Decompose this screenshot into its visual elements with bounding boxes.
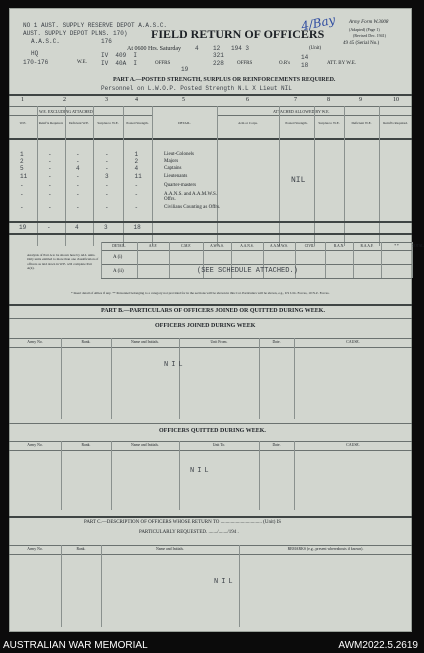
cell-value: - [76, 151, 80, 158]
cell-value: - [105, 165, 109, 172]
cell-value: 5 [20, 165, 24, 172]
we-label: W.E. [77, 60, 87, 65]
ors-values: 321 228 [213, 52, 224, 67]
column-header: Reinf'ts Required. [383, 121, 408, 125]
table-column-header: Rank. [81, 340, 91, 344]
column-number: 3 [105, 97, 108, 103]
column-number: 10 [393, 97, 399, 103]
part-c-heading: PART C.—DESCRIPTION OF OFFICERS WHOSE RETURN TO ................................. (Unit) IS [84, 520, 282, 525]
column-number: 4 [135, 97, 138, 103]
offrs-label-2: OFFRS [237, 61, 253, 66]
analysis-header: A.A.M.W.S. [270, 244, 288, 248]
unit-label: (Unit) [309, 46, 322, 51]
table-column-header: Army No. [27, 547, 43, 551]
cell-value: - [20, 191, 24, 198]
detail-label: Lieutenants [164, 174, 188, 179]
rule [239, 545, 240, 627]
analysis-header: A.I.F. [148, 244, 158, 248]
column-number: 6 [246, 97, 249, 103]
date-day: 4 [195, 45, 199, 52]
table-column-header: Date. [272, 443, 281, 447]
column-rule [152, 106, 153, 246]
cell-value: - [48, 204, 52, 211]
cell-value: - [105, 204, 109, 211]
total-value: - [47, 224, 51, 231]
hq-number: 170-176 [23, 59, 49, 66]
cell-value: 2 [134, 158, 139, 165]
part-a-heading: PART A.—POSTED STRENGTH, SURPLUS OR REINFORCEMENTS REQUIRED. [113, 77, 336, 83]
table-column-header: CAUSE. [346, 443, 360, 447]
table-column-header: Name and Initials. [131, 443, 159, 447]
analysis-row-label: A (ii) [113, 269, 124, 274]
cell-value: 11 [134, 173, 142, 180]
footer-accession: AWM2022.5.2619 [338, 640, 418, 651]
cell-value: - [134, 204, 139, 211]
table-column-header: Name and Initials. [156, 547, 184, 551]
rule [9, 545, 412, 546]
serial-number: 49 45 (Serial No.) [343, 41, 380, 46]
rule [259, 338, 260, 419]
analysis-header: DETAIL. [112, 244, 126, 248]
table-column-header: Date. [272, 340, 281, 344]
column-rule [123, 106, 124, 246]
rule [9, 338, 412, 339]
field-return-form [9, 8, 424, 632]
cell-value: 4 [76, 165, 80, 172]
cell-value: - [48, 173, 52, 180]
rule [9, 554, 412, 555]
analysis-header: * * [394, 244, 399, 248]
detail-label: Quarter-masters [164, 183, 197, 188]
column-rule [344, 106, 345, 246]
quitted-nil: NIL [190, 467, 212, 475]
unit-number: 176 [101, 38, 112, 45]
table-column-header: Unit From. [210, 340, 228, 344]
column-header: Reinf'ts Required. [38, 121, 64, 125]
table-column-header: Rank. [76, 547, 86, 551]
rule [179, 441, 180, 510]
cell-value: - [76, 158, 80, 165]
analysis-header: A.W.A.S. [210, 244, 224, 248]
column-rule [93, 106, 94, 246]
column-number: 1 [21, 97, 24, 103]
column-header: Surplus to W.E. [97, 121, 119, 125]
rule [294, 441, 295, 510]
part-b-heading: PART B.—PARTICULARS OF OFFICERS JOINED OR QUITTED DURING WEEK. [101, 308, 325, 314]
column-rule [379, 106, 380, 246]
cell-value: - [76, 173, 80, 180]
analysis-header: TOTAL. [412, 244, 424, 248]
offrs-values: 19 [181, 66, 189, 73]
cell-value: - [105, 182, 109, 189]
offrs-label: OFFRS [155, 61, 171, 66]
rule [111, 338, 112, 419]
rule [9, 441, 412, 442]
detail-label: Majors [164, 159, 179, 164]
cell-value: - [134, 182, 139, 189]
column-rule [65, 106, 66, 246]
total-value: 18 [133, 224, 141, 231]
unit-line-3: A.A.S.C. [31, 38, 60, 45]
unit-line-2: AUST. SUPPLY DEPOT PLNS. 170) [23, 30, 128, 37]
handwritten-signature: 4/Bay [299, 12, 337, 34]
cell-value: 4 [134, 165, 139, 172]
ors-label: O.R's [279, 61, 291, 66]
table-column-header: Unit To. [212, 443, 226, 447]
we-excluding-header: W.E. EXCLUDING ATTACHED. [39, 109, 94, 114]
date-prefix: At 0600 Hrs. Saturday [127, 46, 181, 52]
part-c-heading-2: PARTICULARLY REQUESTED. ......./......./194 . [139, 530, 239, 535]
cell-value: - [76, 191, 80, 198]
rule [259, 441, 260, 510]
unit-line-1: NO 1 AUST. SUPPLY RESERVE DEPOT A.A.S.C. [23, 22, 168, 29]
archive-footer [0, 638, 421, 653]
joined-nil: NIL [164, 361, 186, 369]
rule [61, 441, 62, 510]
hq-label: HQ [31, 50, 39, 57]
form-number: Army Form W.3008 [349, 20, 389, 25]
cell-value: - [105, 158, 109, 165]
form-title: FIELD RETURN OF OFFICERS [151, 27, 325, 41]
cell-value: 1 [134, 151, 139, 158]
table-column-header: CAUSE. [346, 340, 360, 344]
total-value: 4 [75, 224, 79, 231]
column-rule [314, 106, 315, 246]
rule [101, 264, 412, 265]
cell-value: - [134, 191, 139, 198]
detail-label: A.A.N.S. and A.A.M.W.S. Offrs. [164, 192, 218, 202]
footer-institution: AUSTRALIAN WAR MEMORIAL [3, 640, 148, 651]
cell-value: - [48, 158, 52, 165]
table-column-header: Army No. [27, 443, 43, 447]
form-revised: (Revised Dec. 1941) [353, 33, 386, 38]
detail-label: Lieut-Colonels [164, 152, 194, 157]
cell-value: - [20, 204, 24, 211]
footnotes: * Insert detail of Allies if any. ** Personnel belonging to a category not provided for in the sections will be shown in this Col. Particulars will be shown, e.g., US U.K. Forces, 10 N.Z. Forces. [71, 291, 330, 295]
part-c-nil: NIL [214, 578, 236, 586]
schedule-note: (SEE SCHEDULE ATTACHED.) [197, 267, 298, 275]
column-rule [279, 106, 280, 246]
table-column-header: Army No. [27, 340, 43, 344]
cell-value: - [76, 204, 80, 211]
column-rule [37, 106, 38, 246]
column-header: Posted Strength. [285, 121, 308, 125]
column-number: 8 [327, 97, 330, 103]
cell-value: 3 [105, 173, 109, 180]
column-header: Surplus to W.E. [318, 121, 340, 125]
table-column-header: Rank. [81, 443, 91, 447]
cell-value: - [48, 151, 52, 158]
total-value: 19 [19, 224, 27, 231]
column-header: Deficient W.E. [351, 121, 372, 125]
rule [179, 338, 180, 419]
rule [101, 242, 412, 243]
cell-value: 1 [20, 151, 24, 158]
rule [61, 545, 62, 627]
analysis-header: R.A.A.F. [360, 244, 374, 248]
quitted-heading: OFFICERS QUITTED DURING WEEK. [159, 428, 266, 434]
date-year: 194 3 [231, 45, 250, 52]
rule [101, 250, 412, 251]
total-value: 3 [104, 224, 108, 231]
analysis-header: A.A.N.S. [240, 244, 254, 248]
column-number: 9 [359, 97, 362, 103]
table-column-header: Name and Initials. [131, 340, 159, 344]
att-label: ATT. BY W.E. [327, 61, 357, 66]
detail-label: Captains [164, 166, 182, 171]
date-month: 12 [213, 45, 221, 52]
we-values: IV 409 I IV 40A I [101, 52, 138, 67]
rule [294, 338, 295, 419]
cell-value: 11 [20, 173, 28, 180]
rule [101, 545, 102, 627]
form-adapted: (Adapted) (Page 1) [349, 27, 380, 32]
column-header: Posted Strength. [126, 121, 149, 125]
attached-nil: NIL [291, 176, 306, 185]
cell-value: - [105, 191, 109, 198]
column-number: 7 [294, 97, 297, 103]
cell-value: 2 [20, 158, 24, 165]
rule [111, 441, 112, 510]
cell-value: - [76, 182, 80, 189]
rule [101, 278, 412, 279]
column-number: 5 [182, 97, 185, 103]
analysis-header: R.A.N. [333, 244, 345, 248]
part-a-subheading: Personnel on L.W.O.P. Posted Strength N.L X Lieut NIL [101, 85, 292, 92]
table-column-header: REMARKS (e.g., present whereabouts if known). [287, 547, 364, 551]
analysis-row-label: A (i) [113, 255, 123, 260]
rule [9, 450, 412, 451]
column-header: Arm or Corps. [238, 121, 258, 125]
rule [61, 338, 62, 419]
rule [9, 347, 412, 348]
detail-label: Civilians Counting as Offrs. [164, 205, 221, 210]
column-header: Deficient W.E. [68, 121, 90, 125]
cell-value: - [105, 151, 109, 158]
column-header: W.E. [19, 121, 27, 125]
cell-value: - [48, 165, 52, 172]
column-number: 2 [63, 97, 66, 103]
column-header: DETAIL. [178, 121, 191, 125]
cell-value: - [20, 182, 24, 189]
cell-value: - [48, 191, 52, 198]
ors-values-2: 14 18 [301, 54, 309, 69]
analysis-header: C.M.F. [181, 244, 191, 248]
analysis-note: Analysis of Part A to be shown here by ALL units. Only units entitled to more than one classification of officers as laid down in W.E. will complete Part A(ii). [27, 253, 99, 271]
analysis-header: CIVIL. [304, 244, 316, 248]
attached-header: ATTACHED ALLOWED BY W.E. [273, 109, 330, 114]
joined-heading: OFFICERS JOINED DURING WEEK [155, 323, 256, 329]
cell-value: - [48, 182, 52, 189]
